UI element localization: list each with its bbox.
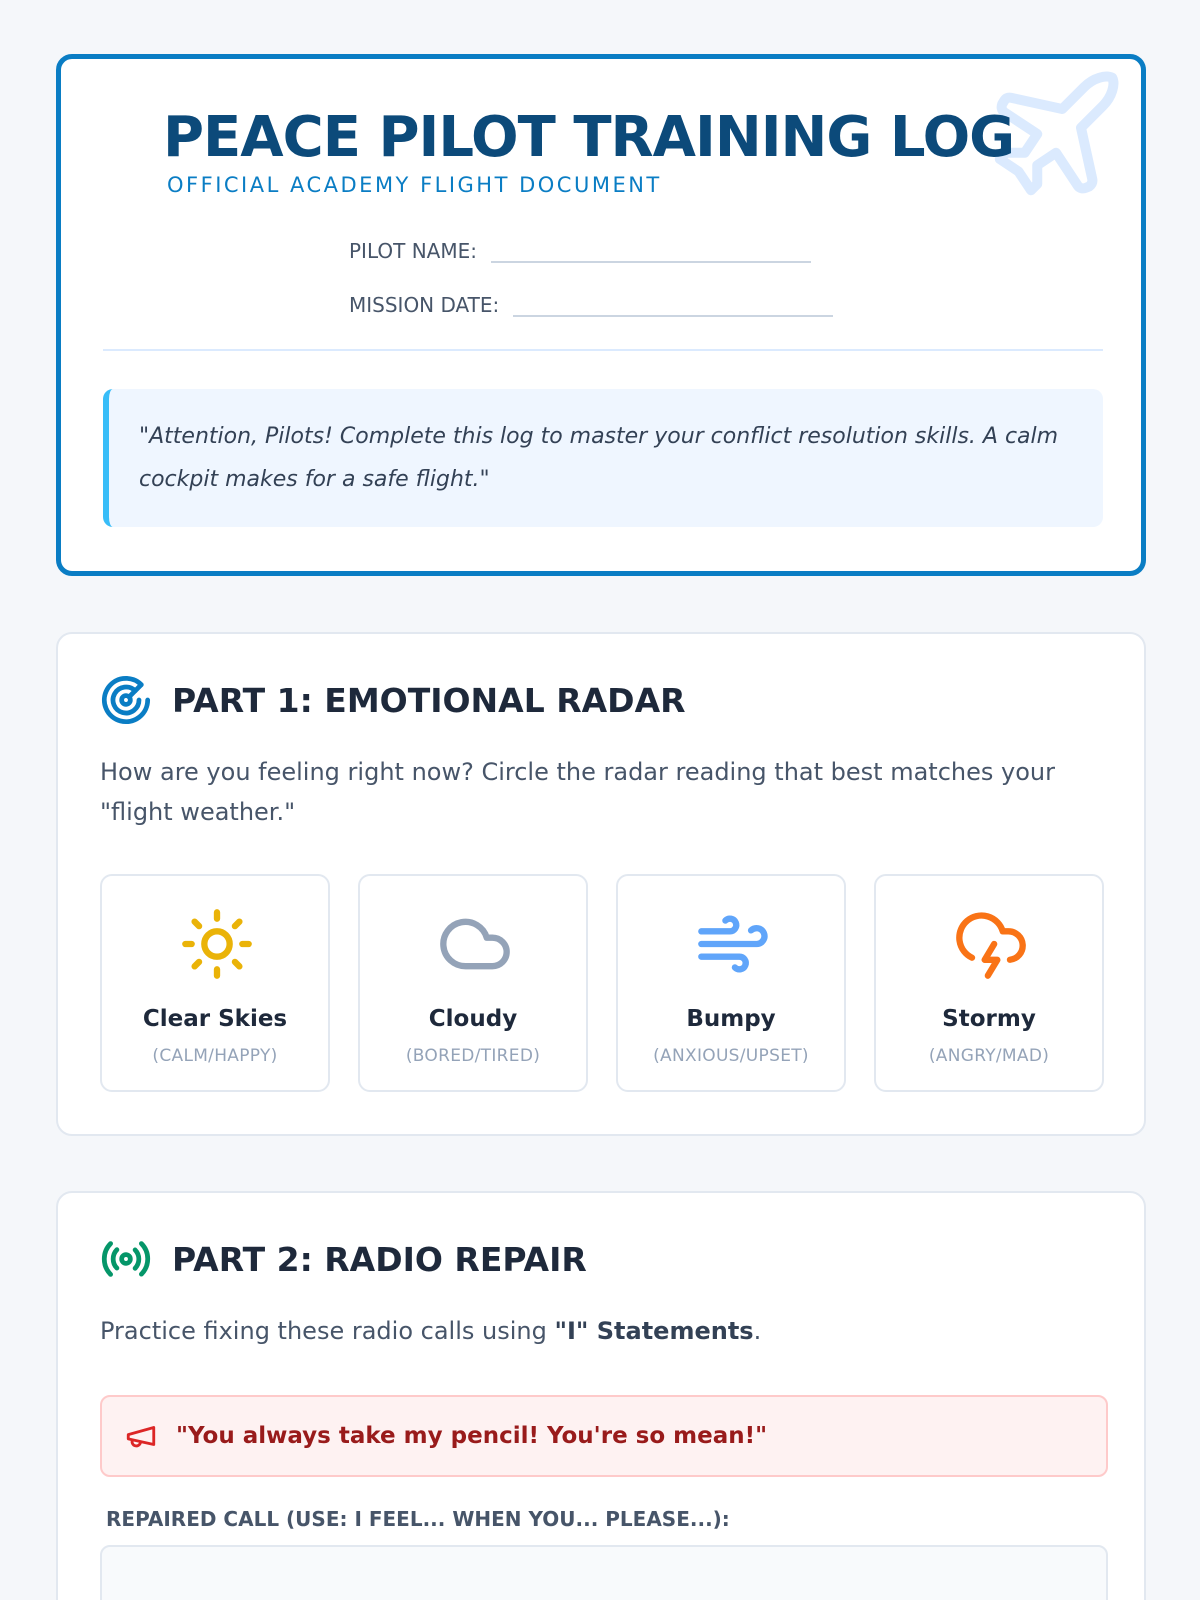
bad-radio-call (100, 1395, 1108, 1477)
option-title: Stormy (942, 1006, 1036, 1032)
section-title: PART 1: EMOTIONAL RADAR (172, 680, 686, 720)
cloud-icon (437, 906, 513, 982)
sun-icon (179, 906, 255, 982)
radio-repair-section (56, 1191, 1146, 1600)
pilot-name-field[interactable] (491, 237, 811, 263)
radar-option-bumpy[interactable] (616, 874, 846, 1092)
repaired-call-field[interactable] (100, 1545, 1108, 1600)
option-title: Clear Skies (142, 1006, 288, 1032)
option-title: Cloudy (428, 1006, 518, 1032)
pilot-name-label: PILOT NAME: (349, 239, 477, 263)
instructions-end: . (753, 1317, 762, 1345)
repair-label: REPAIRED CALL (USE: I FEEL... WHEN YOU... PLEASE...): (106, 1507, 730, 1531)
section-heading (100, 674, 686, 726)
section-heading (100, 1233, 587, 1285)
pilot-name-row (349, 237, 811, 263)
option-subtitle: (CALM/HAPPY) (152, 1046, 278, 1066)
radar-option-stormy[interactable] (874, 874, 1104, 1092)
mission-date-field[interactable] (513, 291, 833, 317)
storm-icon (953, 906, 1029, 982)
option-subtitle: (ANGRY/MAD) (928, 1046, 1050, 1066)
option-subtitle: (BORED/TIRED) (405, 1046, 541, 1066)
option-subtitle: (ANXIOUS/UPSET) (653, 1046, 809, 1066)
header-divider (103, 349, 1103, 351)
intro-quote: "Attention, Pilots! Complete this log to master your conflict resolution skills. A calm cockpit makes for a safe flight." (103, 389, 1103, 527)
emotional-radar-section (56, 632, 1146, 1136)
wind-icon (695, 906, 771, 982)
radar-options (100, 874, 1104, 1092)
header-card (56, 54, 1146, 576)
radar-option-cloudy[interactable] (358, 874, 588, 1092)
page-title: PEACE PILOT TRAINING LOG (163, 105, 1015, 170)
mission-date-label: MISSION DATE: (349, 293, 500, 317)
section-title: PART 2: RADIO REPAIR (172, 1239, 587, 1279)
page-subtitle: OFFICIAL ACADEMY FLIGHT DOCUMENT (167, 173, 662, 197)
megaphone-icon (124, 1419, 158, 1453)
instructions-text: Practice fixing these radio calls using (100, 1317, 555, 1345)
radar-option-clear-skies[interactable] (100, 874, 330, 1092)
radar-instructions: How are you feeling right now? Circle the radar reading that best matches your "flight weather." (100, 758, 1055, 826)
radio-instructions (100, 1311, 1080, 1351)
mission-date-row (349, 291, 833, 317)
radar-icon (100, 674, 152, 726)
instructions-emphasis: "I" Statements (554, 1317, 754, 1345)
option-title: Bumpy (686, 1006, 776, 1032)
radio-icon (100, 1233, 152, 1285)
bad-call-text: "You always take my pencil! You're so mean!" (176, 1423, 768, 1449)
